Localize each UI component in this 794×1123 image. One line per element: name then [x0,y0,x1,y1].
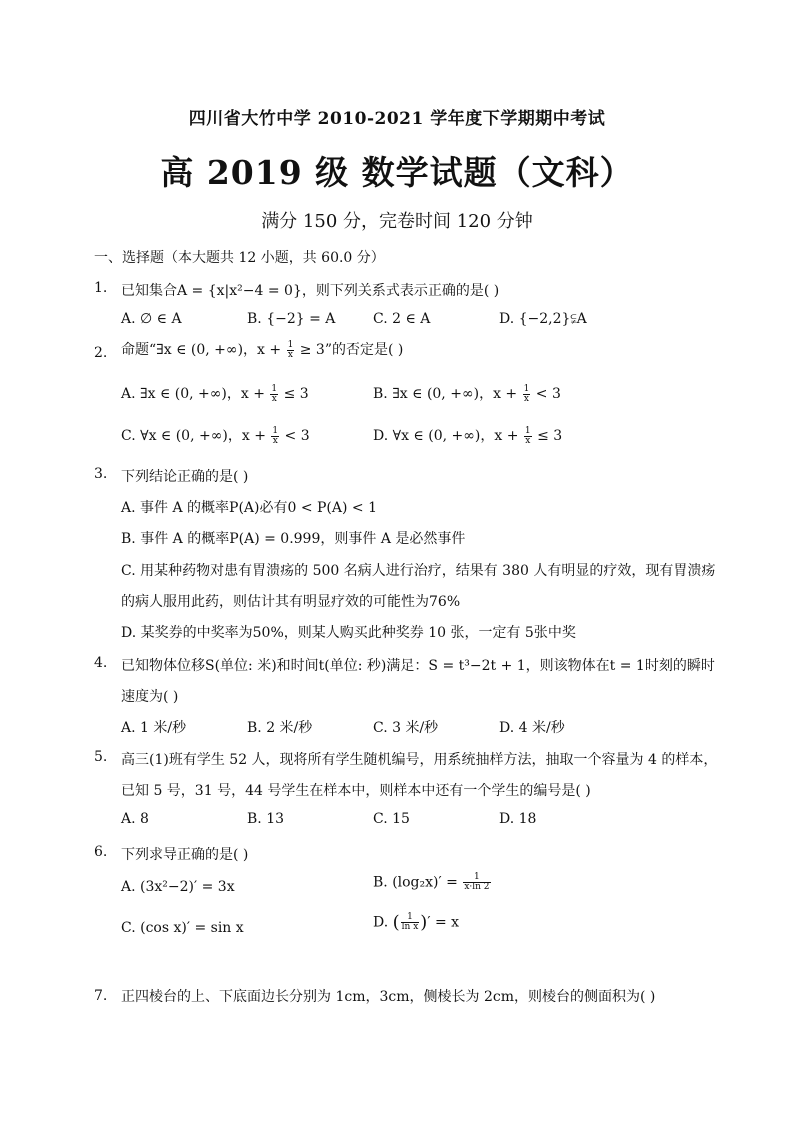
question-text: 命题“∃x ∈ (0, +∞)，x + $\frac{1}{x}$ ≥ 3”的否定是( ) [121,339,404,360]
question-number: 4. [94,655,108,671]
option-c: C. (cos x)′ = sin x [121,920,244,936]
option-b: B. 2 米/秒 [247,720,313,736]
option-c: C. 15 [373,811,410,827]
option-a: A. 事件 A 的概率P(A)必有0 < P(A) < 1 [121,500,378,516]
option-c-continued: 的病人服用此药，则估计其有明显疗效的可能性为76% [121,594,461,610]
option-d: D. {−2,2}⫋A [499,311,587,327]
option-c: C. 用某种药物对患有胃溃疡的 500 名病人进行治疗，结果有 380 人有明显的疗效，现有胃溃疡 [121,563,716,579]
exam-school-header: 四川省大竹中学 2010-2021 学年度下学期期中考试 [188,109,606,129]
question-text: 已知集合A = {x|x²−4 = 0}，则下列关系式表示正确的是( ) [121,283,500,299]
question-number: 2. [94,345,108,361]
option-b: B. (log₂x)′ = $\frac{1}{x\cdot\ln 2}$ [373,872,490,892]
question-text-continued: 已知 5 号，31 号，44 号学生在样本中，则样本中还有一个学生的编号是( ) [121,783,591,799]
option-a: A. ∅ ∈ A [121,311,182,327]
question-text: 已知物体位移S(单位: 米)和时间t(单位: 秒)满足：S = t³−2t + 1，则该物体在t = 1时刻的瞬时 [121,658,715,674]
section-heading: 一、选择题（本大题共 12 小题，共 60.0 分） [94,250,385,266]
exam-subtitle: 满分 150 分，完卷时间 120 分钟 [261,211,533,232]
question-number: 5. [94,749,108,765]
option-d: D. ( $\frac{1}{\text{ln x}}$ )′ = x [373,912,460,933]
option-c: C. 3 米/秒 [373,720,439,736]
question-number: 7. [94,988,108,1004]
option-d: D. 4 米/秒 [499,720,565,736]
fraction: $\frac{1}{x}$ [287,339,294,360]
option-a: A. 1 米/秒 [121,720,187,736]
option-b: B. ∃x ∈ (0, +∞)，x + $\frac{1}{x}$ < 3 [373,383,561,404]
option-b: B. 13 [247,811,285,827]
fraction: $\frac{1}{x}$ [523,383,530,404]
option-d: D. 某奖券的中奖率为50%，则某人购买此种奖券 10 张，一定有 5张中奖 [121,625,576,641]
option-c: C. ∀x ∈ (0, +∞)，x + $\frac{1}{x}$ < 3 [121,425,310,446]
option-d: D. 18 [499,811,537,827]
fraction: $\frac{1}{x}$ [524,425,531,446]
option-a: A. ∃x ∈ (0, +∞)，x + $\frac{1}{x}$ ≤ 3 [121,383,309,404]
fraction: $\frac{1}{\text{ln x}}$ [401,912,419,932]
question-text: 高三(1)班有学生 52 人，现将所有学生随机编号，用系统抽样方法，抽取一个容量为 4 的样本， [121,752,718,768]
question-text: 下列结论正确的是( ) [121,469,249,485]
question-text-continued: 速度为( ) [121,689,179,705]
fraction: $\frac{1}{x\cdot\ln 2}$ [464,872,490,892]
fraction: $\frac{1}{x}$ [271,383,278,404]
fraction: $\frac{1}{x}$ [272,425,279,446]
option-b: B. {−2} = A [247,311,336,327]
question-number: 3. [94,466,108,482]
question-text: 下列求导正确的是( ) [121,847,249,863]
exam-title: 高 2019 级 数学试题（文科） [160,153,634,192]
question-text: 正四棱台的上、下底面边长分别为 1cm，3cm，侧棱长为 2cm，则棱台的侧面积为( ) [121,989,656,1005]
option-a: A. 8 [121,811,149,827]
option-c: C. 2 ∈ A [373,311,431,327]
option-a: A. (3x²−2)′ = 3x [121,879,235,895]
option-d: D. ∀x ∈ (0, +∞)，x + $\frac{1}{x}$ ≤ 3 [373,425,563,446]
question-number: 6. [94,844,108,860]
question-number: 1. [94,280,108,296]
option-b: B. 事件 A 的概率P(A) = 0.999，则事件 A 是必然事件 [121,531,466,547]
